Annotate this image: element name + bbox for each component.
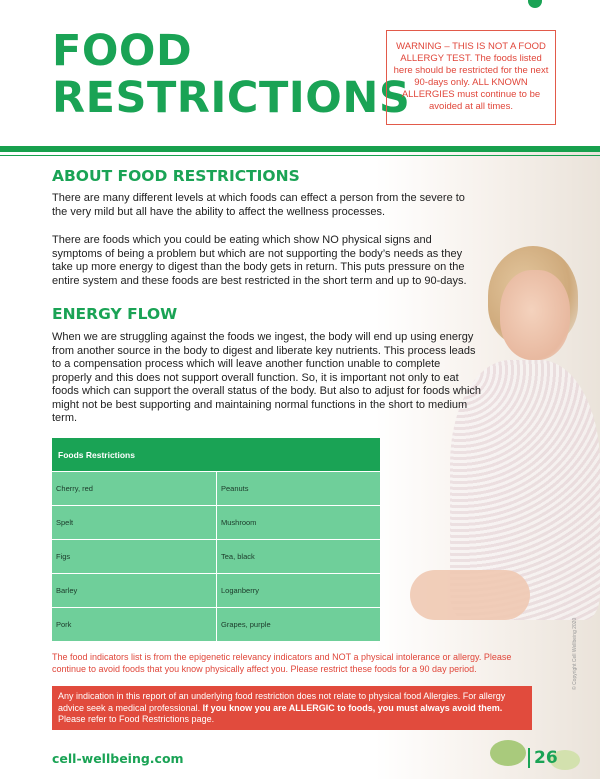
table-cell: Figs <box>56 552 71 561</box>
header-divider <box>0 146 600 152</box>
allergy-alert <box>52 686 532 730</box>
table-cell: Cherry, red <box>56 484 93 493</box>
table-row <box>52 573 380 607</box>
table-cell: Barley <box>56 586 78 595</box>
about-heading: ABOUT FOOD RESTRICTIONS <box>52 167 300 185</box>
alert-text: Any indication in this report of an underlying food restriction does not relate to physical food Allergies. For allergy advice seek a medical professional. <box>58 691 506 713</box>
food-restrictions-table <box>52 438 380 641</box>
header-divider-thin <box>0 155 600 156</box>
table-cell: Spelt <box>56 518 74 527</box>
table-cell: Pork <box>56 620 72 629</box>
table-header: Foods Restrictions <box>52 438 380 471</box>
table-cell: Peanuts <box>216 472 380 505</box>
energy-paragraph: When we are struggling against the foods we ingest, the body will end up using energy from another source in the body to digest and liberate key nutrients. This process leads to a compensation process which will leave another function unable to complete properly and this does not support overall function. So, it is important not only to eat foods which can support the overall status of the body. But also to adjust for foods which might not be best supporting and maintaining normal functions in the short to medium term. <box>52 331 482 424</box>
indicator-note: The food indicators list is from the epigenetic relevancy indicators and NOT a physical intolerance or allergy. Please continue to avoid foods that you know physically affect you. Please restrict these foods for a 90 day period. <box>52 652 512 674</box>
page-title <box>52 28 410 122</box>
table-cell: Tea, black <box>216 540 380 573</box>
page-title-line2: RESTRICTIONS <box>52 73 411 123</box>
leaf-icon <box>528 0 542 8</box>
table-row <box>52 539 380 573</box>
page-title-line1: FOOD <box>52 26 193 76</box>
copyright-text: © Copyright Cell Wellbeing 2020 <box>572 617 578 690</box>
table-cell: Grapes, purple <box>216 608 380 641</box>
footer-url: cell-wellbeing.com <box>52 751 184 766</box>
alert-tail-text: Please refer to Food Restrictions page. <box>58 714 215 724</box>
alert-bold-text: If you know you are ALLERGIC to foods, you must always avoid them. <box>202 702 503 713</box>
table-row <box>52 471 380 505</box>
table-cell: Mushroom <box>216 506 380 539</box>
about-paragraph-2: There are foods which you could be eating which show NO physical signs and symptoms of being a problem but which are not supporting the body’s needs as they take up more energy to digest than the body gets in return. This puts pressure on the entire system and these foods are best restricted in the short term and up to 90-days. <box>52 234 467 287</box>
photo-vegetable <box>490 740 526 766</box>
table-row <box>52 607 380 641</box>
page-number: 26 <box>528 748 558 768</box>
table-row <box>52 505 380 539</box>
warning-box: WARNING – THIS IS NOT A FOOD ALLERGY TEST. The foods listed here should be restricted for the next 90-days only. ALL KNOWN ALLERGIES must continue to be avoided at all times. <box>386 30 556 125</box>
about-paragraph-1: There are many different levels at which foods can effect a person from the severe to the very mild but all have the ability to affect the wellness processes. <box>52 192 465 218</box>
photo-arm <box>410 570 530 620</box>
table-cell: Loganberry <box>216 574 380 607</box>
photo-face <box>500 270 570 360</box>
energy-heading: ENERGY FLOW <box>52 305 178 323</box>
